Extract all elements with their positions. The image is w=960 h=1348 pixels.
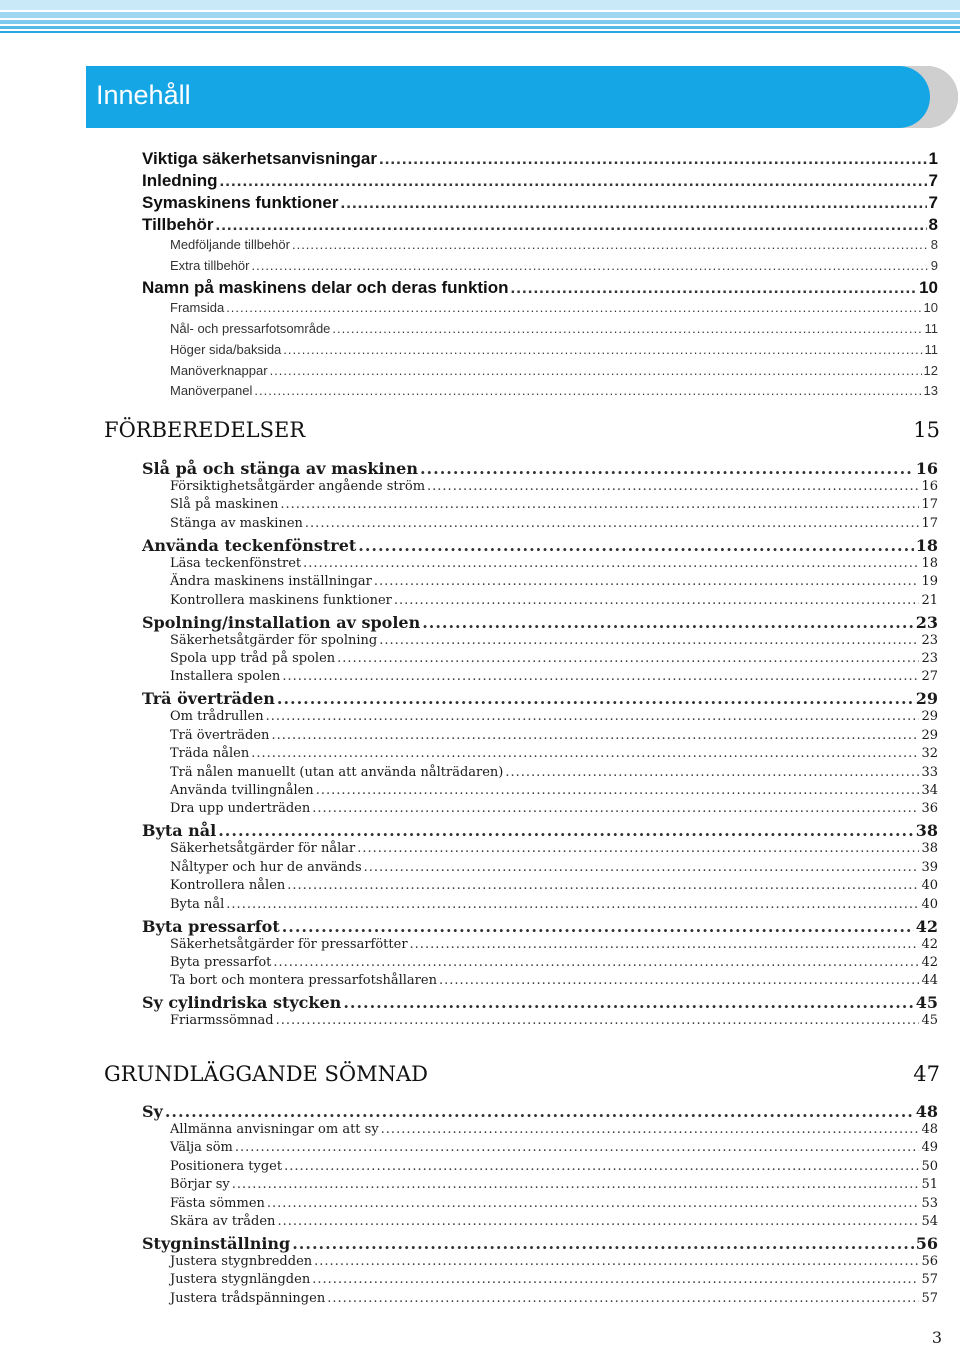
toc-entry-title: Manöverknappar	[170, 362, 268, 378]
toc-entry-page: 11	[924, 321, 938, 337]
toc-entry[interactable]	[170, 746, 938, 761]
toc-entry-title: Försiktighetsåtgärder angående ström	[170, 479, 426, 494]
toc-entry-title: Säkerhetsåtgärder för pressarfötter	[170, 936, 408, 952]
page-number: 3	[931, 1328, 942, 1347]
toc-entry-title: Börjar sy	[170, 1177, 230, 1193]
toc-entry-title: Välja söm	[170, 1140, 233, 1156]
header-banner	[86, 66, 930, 128]
toc-entry[interactable]	[170, 1140, 938, 1155]
toc-entry-page: 50	[921, 1158, 938, 1174]
toc-entry-title: Installera spolen	[170, 669, 281, 685]
toc-entry[interactable]	[170, 651, 938, 666]
toc-entry-page: 56	[915, 1234, 938, 1253]
toc-entry-page: 38	[915, 821, 938, 841]
dot-leader	[218, 821, 914, 840]
dot-leader	[215, 215, 926, 235]
toc-entry-page: 39	[921, 859, 938, 875]
toc-entry-page: 1	[928, 149, 938, 168]
dot-leader	[420, 459, 914, 478]
dot-leader	[327, 1291, 919, 1306]
toc-entry-title: Justera stygnbredden	[170, 1254, 313, 1269]
toc-entry-title: Fästa sömmen	[170, 1195, 265, 1211]
dot-leader	[267, 1196, 920, 1211]
toc-entry-title: Positionera tyget	[170, 1158, 283, 1174]
toc-entry-page: 44	[921, 973, 938, 989]
dot-leader	[303, 556, 919, 571]
toc-entry[interactable]	[142, 149, 938, 169]
toc-entry[interactable]	[170, 1291, 938, 1306]
dot-leader	[314, 1254, 919, 1269]
toc-entry-title: Spolning/installation av spolen	[142, 612, 421, 632]
toc-entry-page: 13	[923, 383, 938, 399]
dot-leader	[276, 1013, 920, 1028]
toc-entry[interactable]	[170, 709, 938, 724]
toc-entry-title: Dra upp underträden	[170, 801, 311, 817]
dot-leader	[374, 574, 920, 589]
toc-entry[interactable]	[170, 1272, 938, 1287]
toc-entry[interactable]	[170, 801, 938, 816]
toc-entry[interactable]	[170, 1122, 938, 1137]
toc-entry-title: Sy cylindriska stycken	[142, 993, 342, 1013]
dot-leader	[287, 878, 919, 893]
toc-entry-page: 16	[915, 459, 938, 478]
dot-leader	[316, 783, 920, 798]
toc-entry-title: Stygninställning	[142, 1234, 291, 1253]
toc-entry-title: Trä överträden	[142, 689, 275, 709]
toc-entry-page: 42	[921, 936, 938, 952]
toc-entry[interactable]	[170, 1214, 938, 1229]
toc-entry-page: 36	[921, 801, 938, 817]
toc-entry-page: 34	[921, 783, 938, 798]
toc-entry-title: Om trådrullen	[170, 709, 264, 725]
toc-entry-title: Namn på maskinens delar och deras funktion	[142, 278, 509, 298]
toc-entry-title: Ändra maskinens inställningar	[170, 574, 372, 590]
toc-entry[interactable]	[170, 765, 938, 780]
toc-entry-page: 42	[915, 916, 938, 936]
dot-leader	[305, 516, 920, 531]
toc-entry[interactable]	[170, 593, 938, 608]
toc-entry[interactable]	[170, 897, 938, 912]
dot-leader	[422, 613, 914, 632]
toc-entry-page: 23	[921, 632, 938, 648]
toc-entry-title: Manöverpanel	[170, 383, 253, 399]
toc-entry-title: Kontrollera maskinens funktioner	[170, 592, 392, 608]
toc-entry-page: 23	[915, 612, 938, 632]
toc-entry-title: Säkerhetsåtgärder för nålar	[170, 841, 356, 857]
toc-entry-page: 51	[921, 1177, 938, 1193]
toc-entry-page: 7	[928, 193, 938, 212]
toc-entry-title: Framsida	[170, 300, 225, 316]
toc-entry-page: 42	[921, 955, 938, 970]
toc-entry-page: 17	[921, 515, 938, 531]
toc-entry[interactable]	[170, 574, 938, 589]
dot-leader	[283, 342, 922, 357]
toc-entry-title: Symaskinens funktioner	[142, 193, 339, 212]
toc-entry-page: 49	[921, 1140, 938, 1156]
toc-entry[interactable]	[170, 479, 938, 494]
dot-leader	[226, 300, 921, 315]
toc-entry-page: 17	[921, 497, 938, 513]
dot-leader	[332, 321, 922, 336]
page-title: Innehåll	[96, 80, 191, 110]
dot-leader	[165, 1102, 914, 1121]
toc-entry-title: Justera stygnlängden	[170, 1272, 311, 1288]
toc-entry-page: 40	[921, 878, 938, 894]
section-heading[interactable]	[104, 1062, 940, 1086]
toc-entry[interactable]	[170, 1196, 938, 1211]
toc-entry-page: 32	[921, 746, 938, 762]
toc-entry[interactable]	[142, 459, 938, 478]
toc-entry-page: 18	[921, 555, 938, 571]
toc-entry[interactable]	[142, 689, 938, 708]
toc-entry-title: Träda nålen	[170, 746, 250, 762]
dot-leader	[220, 171, 927, 191]
toc-entry-title: Tillbehör	[142, 215, 214, 234]
dot-leader	[341, 193, 927, 213]
toc-entry-page: 56	[921, 1254, 938, 1269]
toc-entry-page: 10	[919, 278, 938, 298]
toc-entry-title: Sy	[142, 1102, 163, 1121]
toc-entry[interactable]	[142, 278, 938, 298]
toc-entry-title: Extra tillbehör	[170, 257, 250, 273]
toc-entry-page: 19	[921, 574, 938, 590]
dot-leader	[358, 536, 913, 555]
toc-entry[interactable]	[142, 1234, 938, 1253]
toc-entry-page: 9	[930, 257, 938, 273]
toc-entry-title: Justera trådspänningen	[170, 1290, 326, 1306]
toc-entry[interactable]	[170, 973, 938, 988]
toc-entry[interactable]	[170, 1177, 938, 1192]
dot-leader	[280, 497, 919, 512]
toc-entry-title: Nål- och pressarfotsområde	[170, 321, 331, 337]
toc-entry-title: Ta bort och montera pressarfotshållaren	[170, 973, 437, 989]
toc-entry-page: 40	[921, 896, 938, 912]
toc-entry-page: 54	[921, 1214, 938, 1229]
dot-leader	[381, 1122, 920, 1137]
dot-leader	[292, 237, 929, 252]
dot-leader	[282, 917, 914, 936]
toc-entry-page: 7	[928, 171, 938, 190]
dot-leader	[271, 728, 919, 743]
toc-entry-title: Spola upp tråd på spolen	[170, 651, 336, 666]
toc-entry-page: 45	[915, 993, 938, 1013]
dot-leader	[277, 689, 914, 708]
toc-entry-page: 48	[915, 1102, 938, 1121]
dot-leader	[312, 1272, 919, 1287]
toc-entry[interactable]	[170, 321, 938, 336]
toc-entry[interactable]	[142, 215, 938, 235]
toc-entry[interactable]	[170, 258, 938, 273]
toc-entry-page: 29	[915, 689, 938, 709]
toc-entry[interactable]	[142, 821, 938, 840]
dot-leader	[427, 479, 919, 494]
toc-entry[interactable]	[170, 669, 938, 684]
toc-entry-title: Slå på maskinen	[170, 497, 279, 513]
dot-leader	[226, 897, 919, 912]
dot-leader	[379, 633, 919, 648]
section-page: 47	[913, 1062, 940, 1086]
dot-leader	[270, 363, 922, 378]
toc-entry-page: 10	[923, 300, 938, 316]
toc-entry[interactable]	[170, 383, 938, 398]
dot-leader	[312, 801, 919, 816]
dot-leader	[511, 278, 918, 298]
section-title: FÖRBEREDELSER	[104, 418, 306, 442]
dot-leader	[266, 709, 920, 724]
toc-entry-title: Nåltyper och hur de används	[170, 859, 362, 875]
toc-entry[interactable]	[170, 497, 938, 512]
toc-entry-page: 16	[921, 479, 938, 494]
dot-leader	[235, 1140, 920, 1155]
toc-entry-page: 45	[921, 1013, 938, 1029]
toc-entry-title: Byta nål	[170, 896, 225, 912]
toc-entry-title: Allmänna anvisningar om att sy	[170, 1122, 379, 1137]
toc-entry-page: 11	[924, 341, 938, 357]
toc-entry-title: Stänga av maskinen	[170, 515, 303, 531]
toc-entry-page: 33	[921, 764, 938, 780]
toc-entry-title: Läsa teckenfönstret	[170, 555, 302, 571]
toc-entry[interactable]	[170, 860, 938, 875]
toc-entry[interactable]	[170, 955, 938, 970]
dot-leader	[343, 993, 913, 1012]
toc-entry-title: Använda teckenfönstret	[142, 535, 357, 555]
dot-leader	[273, 955, 919, 970]
toc-entry-page: 57	[921, 1290, 938, 1306]
toc-entry-page: 8	[928, 215, 938, 234]
toc-entry[interactable]	[170, 841, 938, 856]
toc-entry[interactable]	[170, 237, 938, 252]
section-title: GRUNDLÄGGANDE SÖMNAD	[104, 1062, 429, 1086]
toc-entry[interactable]	[170, 556, 938, 571]
toc-entry-title: Byta pressarfot	[170, 955, 272, 970]
toc-entry-title: Trä överträden	[170, 727, 270, 743]
toc-entry[interactable]	[142, 1102, 938, 1121]
toc-entry-page: 57	[921, 1272, 938, 1288]
dot-leader	[232, 1177, 920, 1192]
toc-entry-page: 18	[915, 535, 938, 555]
toc-entry-page: 8	[930, 237, 938, 252]
toc-entry[interactable]	[142, 193, 938, 213]
toc-entry-page: 21	[921, 592, 938, 608]
dot-leader	[505, 765, 919, 780]
toc-entry[interactable]	[170, 300, 938, 315]
toc-entry-title: Höger sida/baksida	[170, 341, 282, 357]
section-heading[interactable]	[104, 418, 940, 442]
toc-entry-title: Säkerhetsåtgärder för spolning	[170, 632, 378, 648]
toc-entry-title: Byta nål	[142, 821, 217, 841]
toc-entry-title: Medföljande tillbehör	[170, 237, 290, 252]
dot-leader	[251, 746, 919, 761]
toc-entry-page: 53	[921, 1195, 938, 1211]
dot-leader	[284, 1159, 919, 1174]
dot-leader	[277, 1214, 919, 1229]
dot-leader	[410, 937, 920, 952]
toc-entry[interactable]	[170, 633, 938, 648]
toc-entry-title: Inledning	[142, 171, 218, 190]
toc-entry[interactable]	[170, 878, 938, 893]
toc-entry-title: Viktiga säkerhetsanvisningar	[142, 149, 377, 168]
top-stripes	[0, 0, 960, 40]
toc-entry-page: 27	[921, 669, 938, 685]
toc-entry[interactable]	[170, 1159, 938, 1174]
toc-entry-title: Slå på och stänga av maskinen	[142, 459, 418, 478]
toc-entry-title: Använda tvillingnålen	[170, 783, 314, 798]
toc-entry-page: 23	[921, 651, 938, 666]
toc-entry[interactable]	[142, 993, 938, 1012]
toc-entry-title: Friarmssömnad	[170, 1013, 274, 1029]
dot-leader	[337, 651, 919, 666]
toc-entry[interactable]	[170, 342, 938, 357]
toc-entry[interactable]	[170, 937, 938, 952]
dot-leader	[292, 1234, 914, 1253]
toc-entry[interactable]	[170, 363, 938, 378]
toc-entry-page: 38	[921, 841, 938, 857]
toc-entry-page: 12	[923, 362, 938, 378]
toc-entry-page: 29	[921, 727, 938, 743]
section-page: 15	[913, 418, 940, 442]
toc-entry[interactable]	[142, 613, 938, 632]
toc-entry[interactable]	[170, 516, 938, 531]
dot-leader	[394, 593, 920, 608]
dot-leader	[364, 860, 920, 875]
toc-entry[interactable]	[170, 728, 938, 743]
dot-leader	[251, 258, 928, 273]
toc-entry[interactable]	[142, 536, 938, 555]
dot-leader	[357, 841, 919, 856]
toc-entry[interactable]	[142, 171, 938, 191]
dot-leader	[379, 149, 927, 169]
dot-leader	[254, 383, 921, 398]
toc-entry[interactable]	[170, 1013, 938, 1028]
dot-leader	[282, 669, 919, 684]
toc-entry[interactable]	[170, 783, 938, 798]
toc-entry-title: Skära av tråden	[170, 1214, 276, 1229]
toc-entry[interactable]	[142, 917, 938, 936]
toc-entry-title: Kontrollera nålen	[170, 878, 286, 894]
dot-leader	[439, 973, 919, 988]
toc-entry-page: 48	[921, 1122, 938, 1137]
toc-entry-title: Trä nålen manuellt (utan att använda nålträdaren)	[170, 764, 504, 780]
toc-entry[interactable]	[170, 1254, 938, 1269]
toc-entry-page: 29	[921, 709, 938, 725]
toc-entry-title: Byta pressarfot	[142, 916, 280, 936]
